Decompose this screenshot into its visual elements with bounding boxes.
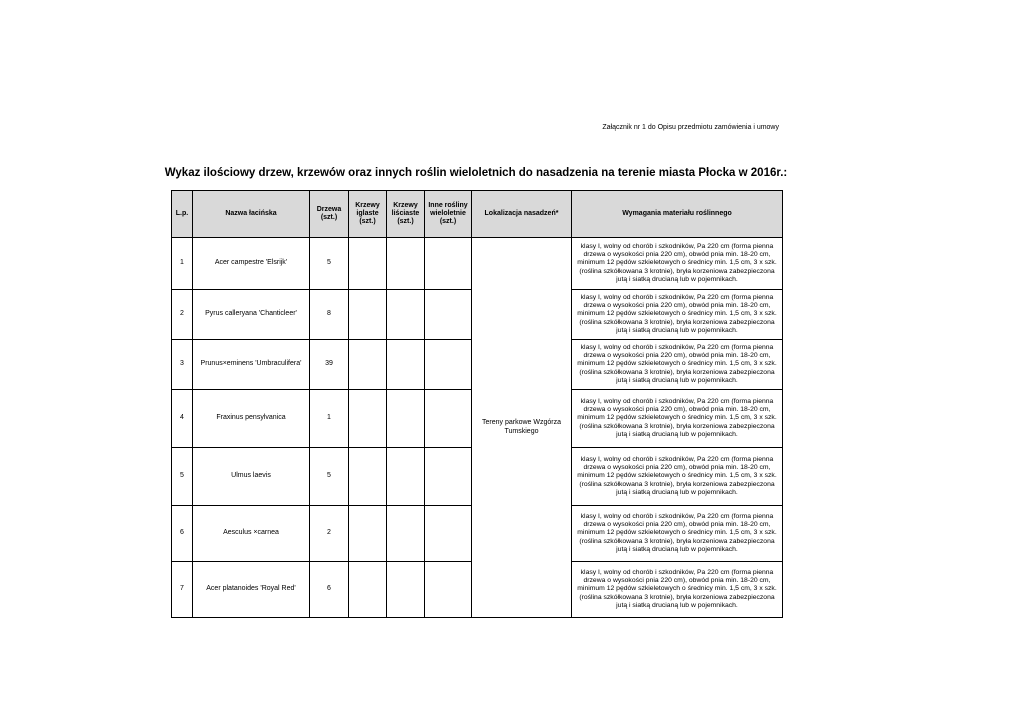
cell-lp: 7 xyxy=(172,562,193,618)
cell-trees: 5 xyxy=(310,238,349,290)
cell-deciduous xyxy=(387,290,425,340)
cell-perennials xyxy=(425,390,472,448)
cell-requirements: klasy I, wolny od chorób i szkodników, Pa 220 cm (forma pienna drzewa o wysokości pnia 220 cm), obwód pnia min. 18-20 cm, minimum 12 pędów szkieletowych o średnicy min. 1,5 cm, 3 x szk. (roślina szkółkowana 3 krotnie), bryła korzeniowa zabezpieczona jutą i siatką drucianą lub w pojemnikach. xyxy=(572,390,783,448)
cell-name: Aesculus ×carnea xyxy=(193,506,310,562)
cell-trees: 6 xyxy=(310,562,349,618)
cell-perennials xyxy=(425,290,472,340)
cell-trees: 8 xyxy=(310,290,349,340)
cell-conifers xyxy=(349,506,387,562)
cell-lp: 1 xyxy=(172,238,193,290)
cell-name: Prunus×eminens 'Umbraculifera' xyxy=(193,340,310,390)
cell-deciduous xyxy=(387,562,425,618)
cell-deciduous xyxy=(387,238,425,290)
cell-perennials xyxy=(425,562,472,618)
cell-conifers xyxy=(349,340,387,390)
cell-trees: 1 xyxy=(310,390,349,448)
cell-name: Fraxinus pensylvanica xyxy=(193,390,310,448)
header-lp: L.p. xyxy=(172,191,193,238)
cell-name: Acer platanoides 'Royal Red' xyxy=(193,562,310,618)
cell-name: Acer campestre 'Elsrijk' xyxy=(193,238,310,290)
cell-conifers xyxy=(349,448,387,506)
cell-perennials xyxy=(425,448,472,506)
cell-trees: 5 xyxy=(310,448,349,506)
cell-requirements: klasy I, wolny od chorób i szkodników, Pa 220 cm (forma pienna drzewa o wysokości pnia 220 cm), obwód pnia min. 18-20 cm, minimum 12 pędów szkieletowych o średnicy min. 1,5 cm, 3 x szk. (roślina szkółkowana 3 krotnie), bryła korzeniowa zabezpieczona jutą i siatką drucianą lub w pojemnikach. xyxy=(572,562,783,618)
cell-requirements: klasy I, wolny od chorób i szkodników, Pa 220 cm (forma pienna drzewa o wysokości pnia 220 cm), obwód pnia min. 18-20 cm, minimum 12 pędów szkieletowych o średnicy min. 1,5 cm, 3 x szk. (roślina szkółkowana 3 krotnie), bryła korzeniowa zabezpieczona jutą i siatką drucianą lub w pojemnikach. xyxy=(572,340,783,390)
header-trees: Drzewa (szt.) xyxy=(310,191,349,238)
table-header-row xyxy=(172,191,783,238)
cell-lp: 4 xyxy=(172,390,193,448)
header-location: Lokalizacja nasadzeń* xyxy=(472,191,572,238)
cell-requirements: klasy I, wolny od chorób i szkodników, Pa 220 cm (forma pienna drzewa o wysokości pnia 220 cm), obwód pnia min. 18-20 cm, minimum 12 pędów szkieletowych o średnicy min. 1,5 cm, 3 x szk. (roślina szkółkowana 3 krotnie), bryła korzeniowa zabezpieczona jutą i siatką drucianą lub w pojemnikach. xyxy=(572,238,783,290)
cell-perennials xyxy=(425,238,472,290)
cell-lp: 5 xyxy=(172,448,193,506)
cell-requirements: klasy I, wolny od chorób i szkodników, Pa 220 cm (forma pienna drzewa o wysokości pnia 220 cm), obwód pnia min. 18-20 cm, minimum 12 pędów szkieletowych o średnicy min. 1,5 cm, 3 x szk. (roślina szkółkowana 3 krotnie), bryła korzeniowa zabezpieczona jutą i siatką drucianą lub w pojemnikach. xyxy=(572,290,783,340)
cell-conifers xyxy=(349,238,387,290)
cell-conifers xyxy=(349,290,387,340)
cell-lp: 6 xyxy=(172,506,193,562)
cell-conifers xyxy=(349,562,387,618)
cell-deciduous xyxy=(387,340,425,390)
header-deciduous: Krzewy liściaste (szt.) xyxy=(387,191,425,238)
attachment-note: Załącznik nr 1 do Opisu przedmiotu zamówienia i umowy xyxy=(602,124,779,131)
cell-name: Ulmus laevis xyxy=(193,448,310,506)
header-requirements: Wymagania materiału roślinnego xyxy=(572,191,783,238)
plant-table xyxy=(171,190,783,618)
cell-conifers xyxy=(349,390,387,448)
cell-lp: 3 xyxy=(172,340,193,390)
cell-perennials xyxy=(425,340,472,390)
cell-name: Pyrus calleryana 'Chanticleer' xyxy=(193,290,310,340)
header-name: Nazwa łacińska xyxy=(193,191,310,238)
document-title: Wykaz ilościowy drzew, krzewów oraz innych roślin wieloletnich do nasadzenia na terenie miasta Płocka w 2016r.: xyxy=(164,167,788,179)
cell-deciduous xyxy=(387,506,425,562)
cell-lp: 2 xyxy=(172,290,193,340)
header-perennials: Inne rośliny wieloletnie (szt.) xyxy=(425,191,472,238)
cell-trees: 39 xyxy=(310,340,349,390)
header-conifers: Krzewy iglaste (szt.) xyxy=(349,191,387,238)
cell-deciduous xyxy=(387,390,425,448)
cell-location: Tereny parkowe Wzgórza Tumskiego xyxy=(472,238,572,618)
cell-deciduous xyxy=(387,448,425,506)
table-row xyxy=(172,238,783,290)
cell-requirements: klasy I, wolny od chorób i szkodników, Pa 220 cm (forma pienna drzewa o wysokości pnia 220 cm), obwód pnia min. 18-20 cm, minimum 12 pędów szkieletowych o średnicy min. 1,5 cm, 3 x szk. (roślina szkółkowana 3 krotnie), bryła korzeniowa zabezpieczona jutą i siatką drucianą lub w pojemnikach. xyxy=(572,506,783,562)
cell-trees: 2 xyxy=(310,506,349,562)
cell-requirements: klasy I, wolny od chorób i szkodników, Pa 220 cm (forma pienna drzewa o wysokości pnia 220 cm), obwód pnia min. 18-20 cm, minimum 12 pędów szkieletowych o średnicy min. 1,5 cm, 3 x szk. (roślina szkółkowana 3 krotnie), bryła korzeniowa zabezpieczona jutą i siatką drucianą lub w pojemnikach. xyxy=(572,448,783,506)
cell-perennials xyxy=(425,506,472,562)
